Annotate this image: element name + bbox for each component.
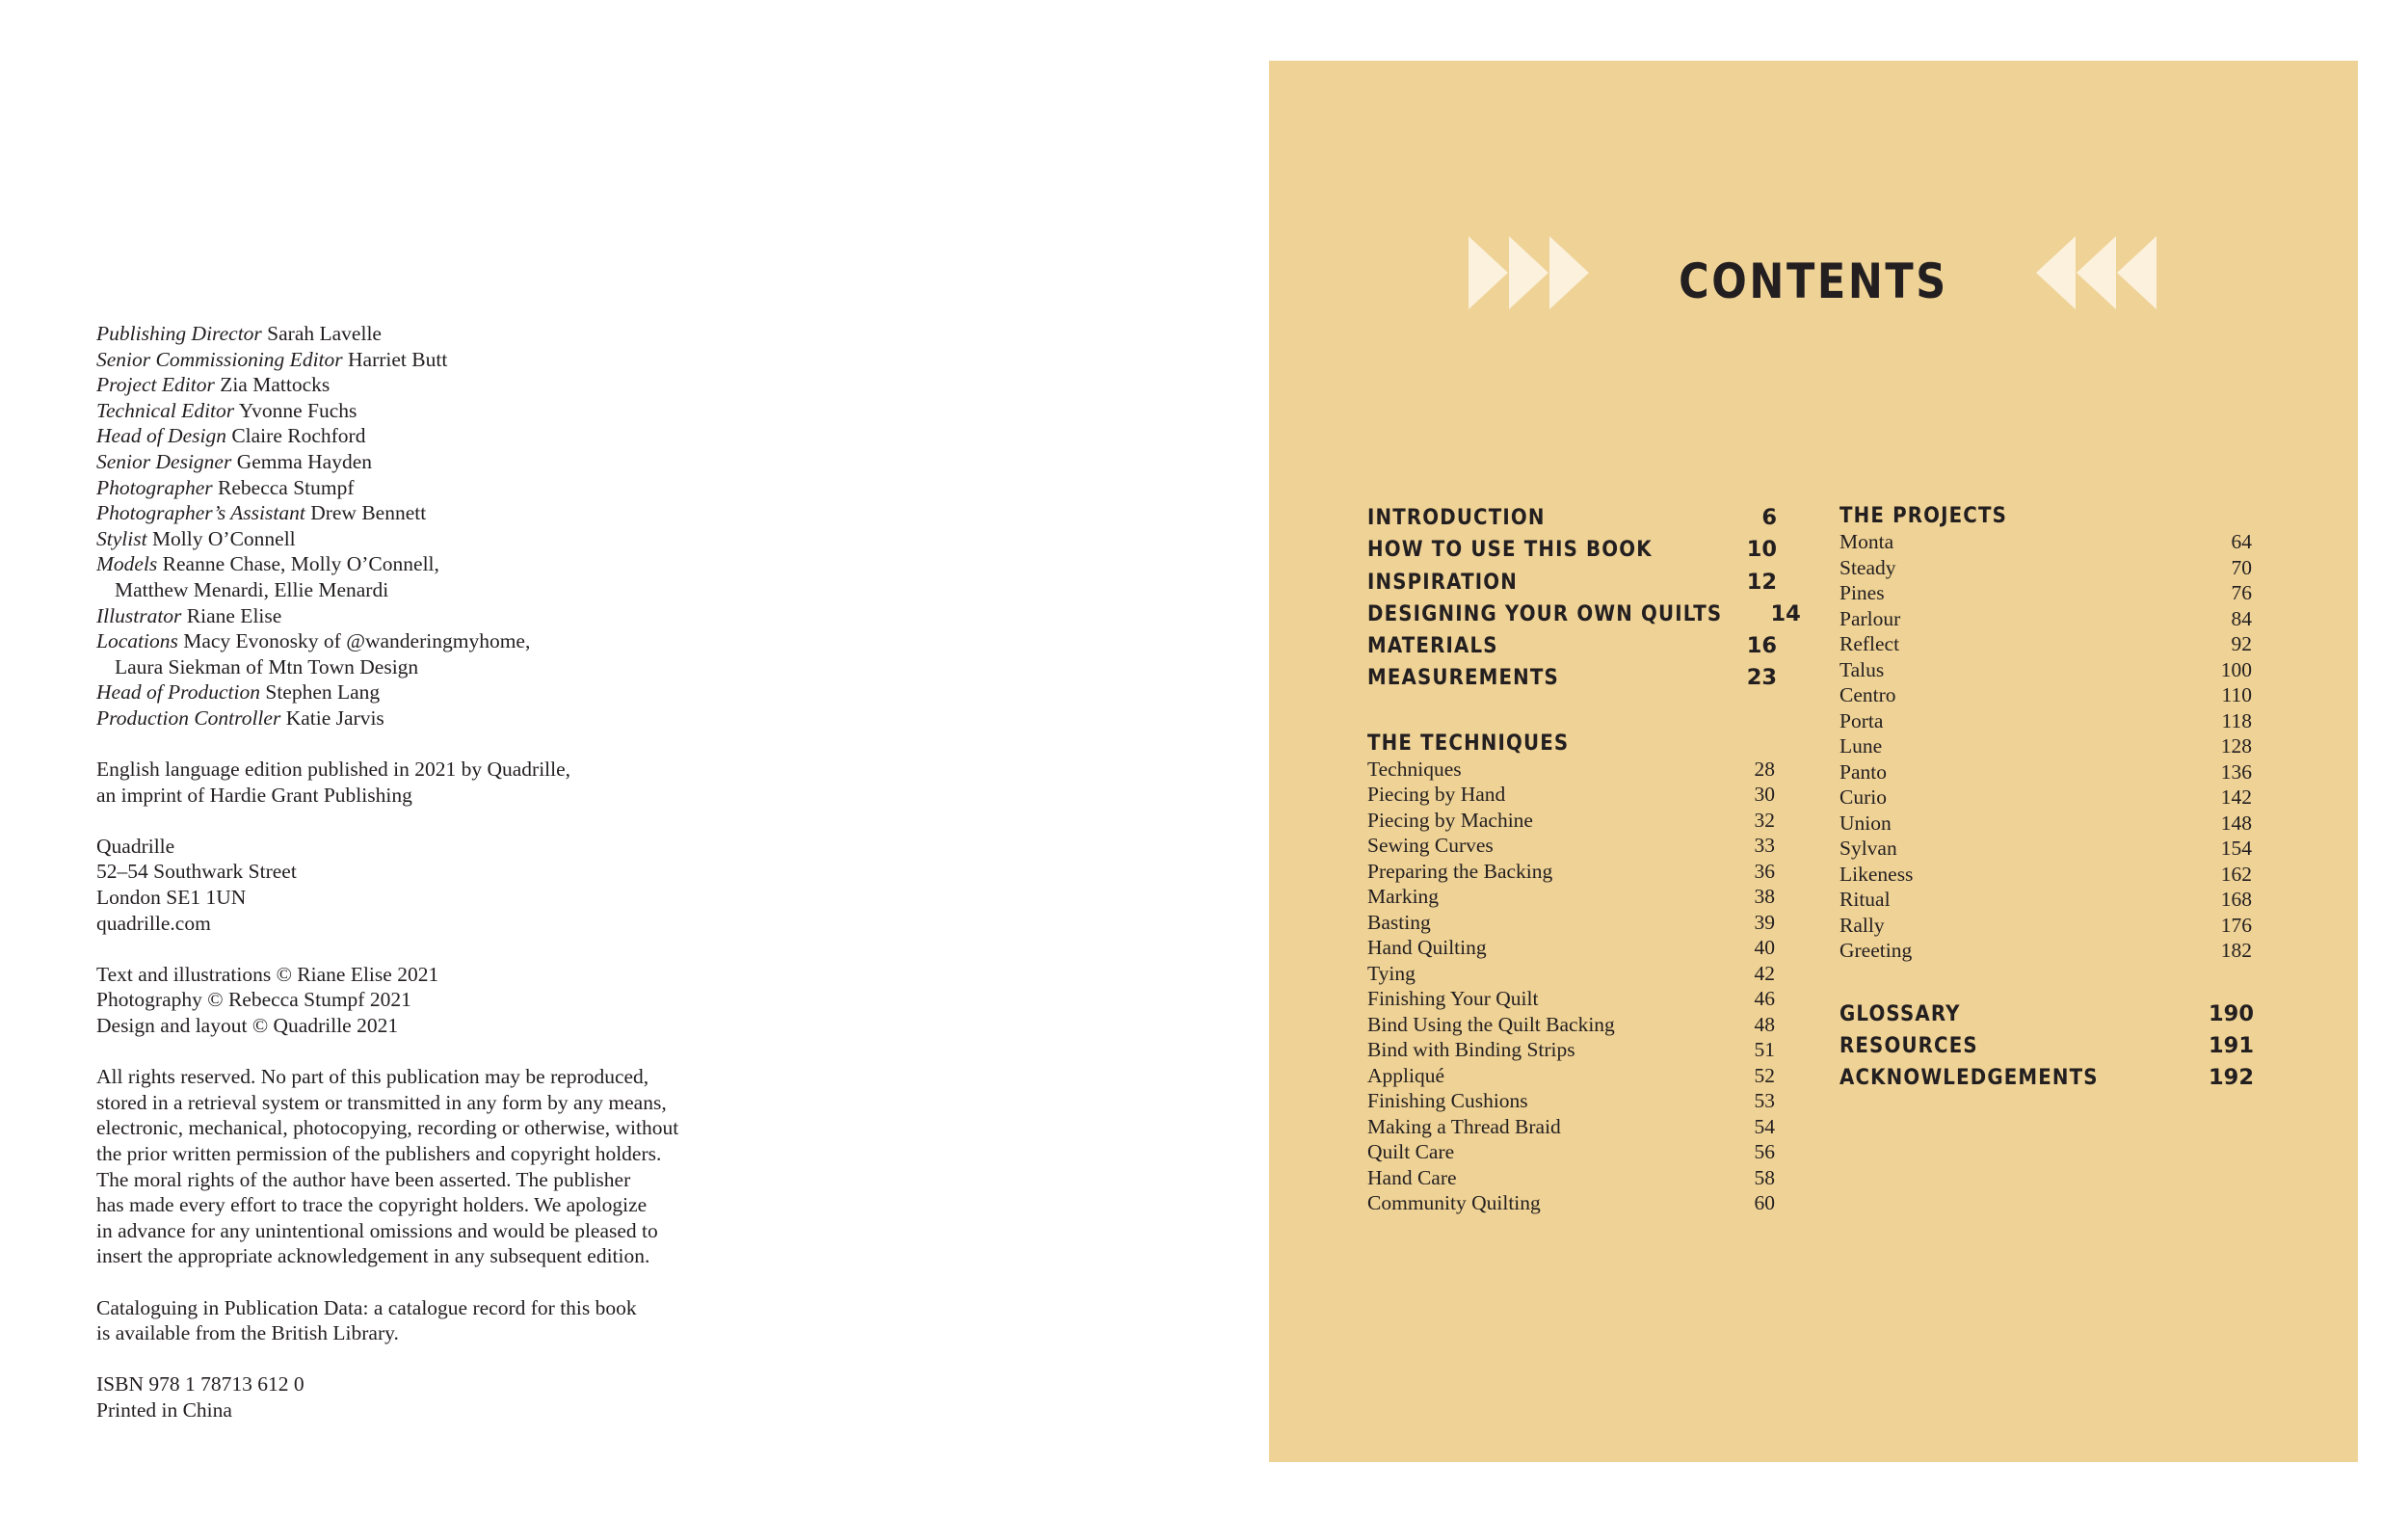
toc-entry: [1367, 502, 1777, 534]
toc-subentry-label: Pines: [1839, 581, 1885, 604]
credit-role: Technical Editor: [96, 398, 235, 422]
credit-role: Models: [96, 552, 158, 576]
credit-name: Gemma Hayden: [236, 449, 372, 473]
toc-subentry: [1367, 782, 1777, 808]
copyright-line: Text and illustrations © Riane Elise 2021: [96, 962, 439, 986]
toc-subentry-label: Hand Care: [1367, 1165, 1457, 1189]
isbn-block: [96, 1371, 790, 1423]
toc-subentry-page: 46: [1754, 987, 1775, 1011]
credit-name: Claire Rochford: [231, 424, 366, 448]
toc-entry-page: 16: [1746, 633, 1777, 659]
toc-subentry-label: Sewing Curves: [1367, 834, 1494, 858]
toc-subentry-page: 162: [2220, 862, 2252, 886]
credit-role: Production Controller: [96, 705, 281, 730]
cataloguing-line: Cataloguing in Publication Data: a catalogue record for this book: [96, 1295, 637, 1319]
toc-subentry: [1367, 833, 1777, 859]
toc-subentry: [1839, 836, 2254, 862]
toc-subentry: [1367, 859, 1777, 885]
toc-subentry-page: 136: [2220, 759, 2252, 784]
toc-entry-label: HOW TO USE THIS BOOK: [1367, 537, 1653, 563]
toc-subentry-page: 51: [1754, 1038, 1775, 1062]
toc-subentry-page: 84: [2231, 606, 2252, 630]
toc-subentry: [1367, 935, 1777, 961]
credit-role: Illustrator: [96, 603, 182, 627]
credit-role: Senior Designer: [96, 449, 232, 473]
credit-list: [96, 321, 790, 731]
toc-subentry-label: Rally: [1839, 913, 1885, 937]
toc-subentry: [1367, 1139, 1777, 1165]
front-matter-list: [1367, 502, 1801, 695]
credit-role: Photographer: [96, 475, 213, 499]
toc-subentry-page: 168: [2220, 888, 2252, 911]
toc-entry-page: 10: [1746, 537, 1777, 563]
toc-subentry-label: Monta: [1839, 530, 1894, 553]
toc-subentry-label: Piecing by Hand: [1367, 783, 1506, 807]
toc-subentry-label: Community Quilting: [1367, 1191, 1541, 1215]
credit-line: [96, 679, 790, 705]
credit-line: [96, 500, 790, 526]
toc-subentry: [1367, 1114, 1777, 1140]
toc-subentry: [1839, 631, 2254, 657]
toc-entry-label: DESIGNING YOUR OWN QUILTS: [1367, 600, 1723, 626]
toc-subentry: [1839, 682, 2254, 708]
toc-subentry-label: Sylvan: [1839, 837, 1897, 860]
toc-subentry: [1367, 884, 1777, 910]
toc-entry-page: 23: [1746, 665, 1777, 691]
toc-subentry-label: Bind with Binding Strips: [1367, 1038, 1575, 1062]
projects-list: [1839, 529, 2254, 964]
credit-line: [96, 372, 790, 398]
toc-entry-page: 6: [1761, 505, 1777, 530]
toc-subentry: [1839, 529, 2254, 555]
toc-subentry-page: 32: [1754, 808, 1775, 832]
cataloguing-line: is available from the British Library.: [96, 1321, 399, 1345]
credit-role: Head of Design: [96, 424, 226, 448]
toc-subentry-page: 76: [2231, 581, 2252, 604]
toc-entry: [1367, 567, 1777, 598]
contents-panel: [1269, 61, 2358, 1462]
rights-line: insert the appropriate acknowledgement in any subsequent edition.: [96, 1244, 650, 1268]
toc-subentry: [1367, 1165, 1777, 1191]
credit-line: [96, 603, 790, 629]
toc-entry: [1839, 998, 2254, 1030]
toc-subentry-label: Basting: [1367, 910, 1431, 934]
toc-subentry: [1367, 757, 1777, 783]
rights-line: the prior written permission of the publishers and copyright holders.: [96, 1142, 662, 1165]
toc-subentry-label: Union: [1839, 811, 1892, 835]
rights-line: electronic, mechanical, photocopying, recording or otherwise, without: [96, 1116, 679, 1140]
edition-notice: [96, 757, 790, 808]
toc-subentry: [1367, 808, 1777, 834]
toc-subentry: [1367, 1063, 1777, 1089]
credit-name: Riane Elise: [186, 603, 282, 627]
toc-subentry-page: 154: [2220, 837, 2252, 860]
credit-role: Publishing Director: [96, 322, 262, 345]
credit-line: [96, 526, 790, 552]
toc-subentry-page: 53: [1754, 1089, 1775, 1113]
toc-subentry: [1839, 862, 2254, 888]
contents-column-left: [1367, 502, 1801, 1216]
toc-subentry-page: 30: [1754, 783, 1775, 807]
toc-subentry: [1839, 759, 2254, 785]
toc-subentry-page: 182: [2220, 939, 2252, 962]
toc-subentry-page: 38: [1754, 885, 1775, 909]
toc-entry: [1367, 534, 1777, 566]
toc-subentry: [1839, 811, 2254, 837]
toc-subentry-label: Greeting: [1839, 939, 1913, 962]
credit-role: Photographer’s Assistant: [96, 501, 305, 525]
credit-name: Drew Bennett: [310, 501, 427, 525]
toc-entry-page: 191: [2209, 1032, 2254, 1058]
toc-subentry-label: Curio: [1839, 785, 1887, 809]
toc-subentry-label: Tying: [1367, 961, 1416, 985]
toc-entry: [1367, 662, 1777, 694]
toc-subentry-page: 148: [2220, 811, 2252, 835]
backward-arrows-icon: [2036, 236, 2157, 309]
toc-entry: [1839, 1062, 2254, 1094]
toc-subentry-label: Likeness: [1839, 862, 1914, 886]
toc-entry-page: 12: [1746, 569, 1777, 595]
credit-line: [96, 423, 790, 449]
rights-notice: [96, 1064, 790, 1269]
rights-line: The moral rights of the author have been asserted. The publisher: [96, 1167, 631, 1191]
credit-role: Senior Commissioning Editor: [96, 347, 343, 371]
copyright-notice: [96, 962, 790, 1039]
credit-line: [96, 398, 790, 424]
edition-line: an imprint of Hardie Grant Publishing: [96, 783, 412, 807]
rights-line: stored in a retrieval system or transmitted in any form by any means,: [96, 1090, 667, 1114]
rights-line: in advance for any unintentional omissions and would be pleased to: [96, 1218, 658, 1242]
contents-column-right: [1839, 502, 2254, 1094]
credit-name: Molly O’Connell: [151, 526, 296, 550]
credit-role: Head of Production: [96, 680, 260, 705]
toc-subentry-page: 33: [1754, 834, 1775, 858]
publisher-name: Quadrille: [96, 834, 175, 858]
toc-subentry-label: Quilt Care: [1367, 1140, 1455, 1164]
techniques-heading: THE TECHNIQUES: [1367, 730, 1570, 756]
credits-block: [96, 321, 790, 1423]
credit-role: Project Editor: [96, 373, 215, 397]
toc-subentry-label: Porta: [1839, 708, 1884, 732]
toc-subentry: [1839, 580, 2254, 606]
toc-subentry-page: 142: [2220, 785, 2252, 809]
toc-subentry-label: Steady: [1839, 555, 1896, 579]
toc-subentry-label: Marking: [1367, 885, 1440, 909]
toc-subentry: [1367, 1037, 1777, 1063]
credit-name: Rebecca Stumpf: [218, 475, 355, 499]
toc-entry-page: 14: [1770, 600, 1801, 626]
toc-subentry: [1367, 961, 1777, 987]
toc-subentry-label: Appliqué: [1367, 1063, 1445, 1087]
credit-line: [96, 321, 790, 347]
cataloguing-notice: [96, 1295, 790, 1346]
toc-subentry-label: Panto: [1839, 759, 1887, 784]
credit-line: [96, 551, 790, 602]
contents-title: CONTENTS: [1679, 253, 1948, 309]
toc-subentry: [1367, 910, 1777, 936]
toc-subentry-label: Preparing the Backing: [1367, 859, 1553, 883]
credit-line: [96, 628, 790, 679]
toc-subentry: [1839, 708, 2254, 734]
toc-entry-label: MEASUREMENTS: [1367, 665, 1559, 691]
toc-subentry-label: Centro: [1839, 683, 1896, 706]
credit-line: [96, 449, 790, 475]
toc-subentry-page: 58: [1754, 1165, 1775, 1189]
toc-subentry-label: Hand Quilting: [1367, 936, 1487, 960]
toc-subentry-page: 36: [1754, 859, 1775, 883]
toc-subentry-page: 118: [2221, 708, 2252, 732]
toc-entry-label: RESOURCES: [1839, 1032, 1978, 1058]
toc-subentry: [1367, 1190, 1777, 1216]
publisher-website: quadrille.com: [96, 911, 211, 935]
toc-subentry: [1839, 938, 2254, 964]
toc-subentry-label: Bind Using the Quilt Backing: [1367, 1012, 1615, 1036]
toc-subentry-page: 42: [1754, 961, 1775, 985]
toc-subentry-label: Techniques: [1367, 757, 1462, 781]
toc-subentry-label: Lune: [1839, 734, 1883, 758]
credit-line: [96, 475, 790, 501]
toc-subentry: [1367, 1012, 1777, 1038]
toc-subentry: [1839, 733, 2254, 759]
toc-entry-page: 190: [2209, 1000, 2254, 1026]
copyright-line: Design and layout © Quadrille 2021: [96, 1014, 399, 1038]
isbn: ISBN 978 1 78713 612 0: [96, 1372, 304, 1396]
toc-subentry-page: 56: [1754, 1140, 1775, 1164]
credit-name: Zia Mattocks: [220, 373, 331, 397]
address-city: London SE1 1UN: [96, 886, 247, 910]
toc-subentry-label: Making a Thread Braid: [1367, 1114, 1561, 1138]
toc-subentry-page: 100: [2220, 657, 2252, 681]
toc-subentry-page: 110: [2221, 683, 2252, 706]
toc-entry-label: MATERIALS: [1367, 633, 1498, 659]
toc-subentry-label: Piecing by Machine: [1367, 808, 1533, 832]
toc-subentry-label: Finishing Cushions: [1367, 1089, 1528, 1113]
back-matter-list: [1839, 998, 2254, 1095]
address-street: 52–54 Southwark Street: [96, 860, 297, 884]
toc-entry-label: GLOSSARY: [1839, 1000, 1961, 1026]
credit-role: Locations: [96, 629, 178, 653]
credit-name: Sarah Lavelle: [267, 322, 382, 345]
credit-name: Katie Jarvis: [285, 705, 384, 730]
credit-name: Yvonne Fuchs: [238, 398, 357, 422]
toc-entry-label: INTRODUCTION: [1367, 505, 1546, 530]
toc-subentry: [1839, 913, 2254, 939]
credit-name-continued: Matthew Menardi, Ellie Menardi: [115, 577, 389, 601]
toc-subentry-page: 40: [1754, 936, 1775, 960]
toc-entry: [1367, 598, 1801, 630]
toc-subentry-page: 176: [2220, 913, 2252, 937]
toc-subentry: [1367, 986, 1777, 1012]
toc-subentry-page: 64: [2231, 530, 2252, 553]
toc-entry-page: 192: [2209, 1065, 2254, 1091]
toc-subentry-page: 52: [1754, 1063, 1775, 1087]
toc-subentry-page: 39: [1754, 910, 1775, 934]
toc-subentry: [1839, 785, 2254, 811]
toc-subentry: [1839, 555, 2254, 581]
toc-subentry-page: 70: [2231, 555, 2252, 579]
toc-subentry-page: 28: [1754, 757, 1775, 781]
toc-subentry-label: Finishing Your Quilt: [1367, 987, 1539, 1011]
rights-line: has made every effort to trace the copyright holders. We apologize: [96, 1193, 648, 1217]
toc-subentry: [1367, 1088, 1777, 1114]
credit-name: Macy Evonosky of @wanderingmyhome,: [183, 629, 531, 653]
toc-subentry: [1839, 606, 2254, 632]
toc-subentry-page: 48: [1754, 1012, 1775, 1036]
toc-subentry-label: Reflect: [1839, 632, 1900, 655]
toc-subentry: [1839, 887, 2254, 913]
credit-line: [96, 705, 790, 731]
projects-heading: THE PROJECTS: [1839, 503, 2008, 528]
edition-line: English language edition published in 2021 by Quadrille,: [96, 758, 571, 782]
credit-name: Reanne Chase, Molly O’Connell,: [162, 552, 439, 576]
credit-name: Harriet Butt: [348, 347, 448, 371]
toc-entry: [1367, 630, 1777, 662]
credit-name: Stephen Lang: [265, 680, 381, 705]
toc-subentry-page: 60: [1754, 1191, 1775, 1215]
toc-subentry-page: 92: [2231, 632, 2252, 655]
credit-line: [96, 347, 790, 373]
toc-subentry-label: Talus: [1839, 657, 1885, 681]
techniques-list: [1367, 757, 1777, 1216]
toc-entry-label: INSPIRATION: [1367, 569, 1518, 595]
printed-in: Printed in China: [96, 1397, 232, 1422]
toc-subentry-label: Parlour: [1839, 606, 1901, 630]
toc-subentry: [1839, 657, 2254, 683]
rights-line: All rights reserved. No part of this publication may be reproduced,: [96, 1065, 649, 1089]
publisher-address: [96, 834, 790, 936]
contents-header: [1269, 205, 2358, 311]
copyright-line: Photography © Rebecca Stumpf 2021: [96, 988, 411, 1012]
toc-subentry-page: 128: [2220, 734, 2252, 758]
toc-subentry-page: 54: [1754, 1114, 1775, 1138]
credit-name-continued: Laura Siekman of Mtn Town Design: [115, 654, 419, 678]
toc-entry-label: ACKNOWLEDGEMENTS: [1839, 1065, 2099, 1091]
toc-subentry-label: Ritual: [1839, 888, 1891, 911]
credit-role: Stylist: [96, 526, 147, 550]
toc-entry: [1839, 1030, 2254, 1062]
